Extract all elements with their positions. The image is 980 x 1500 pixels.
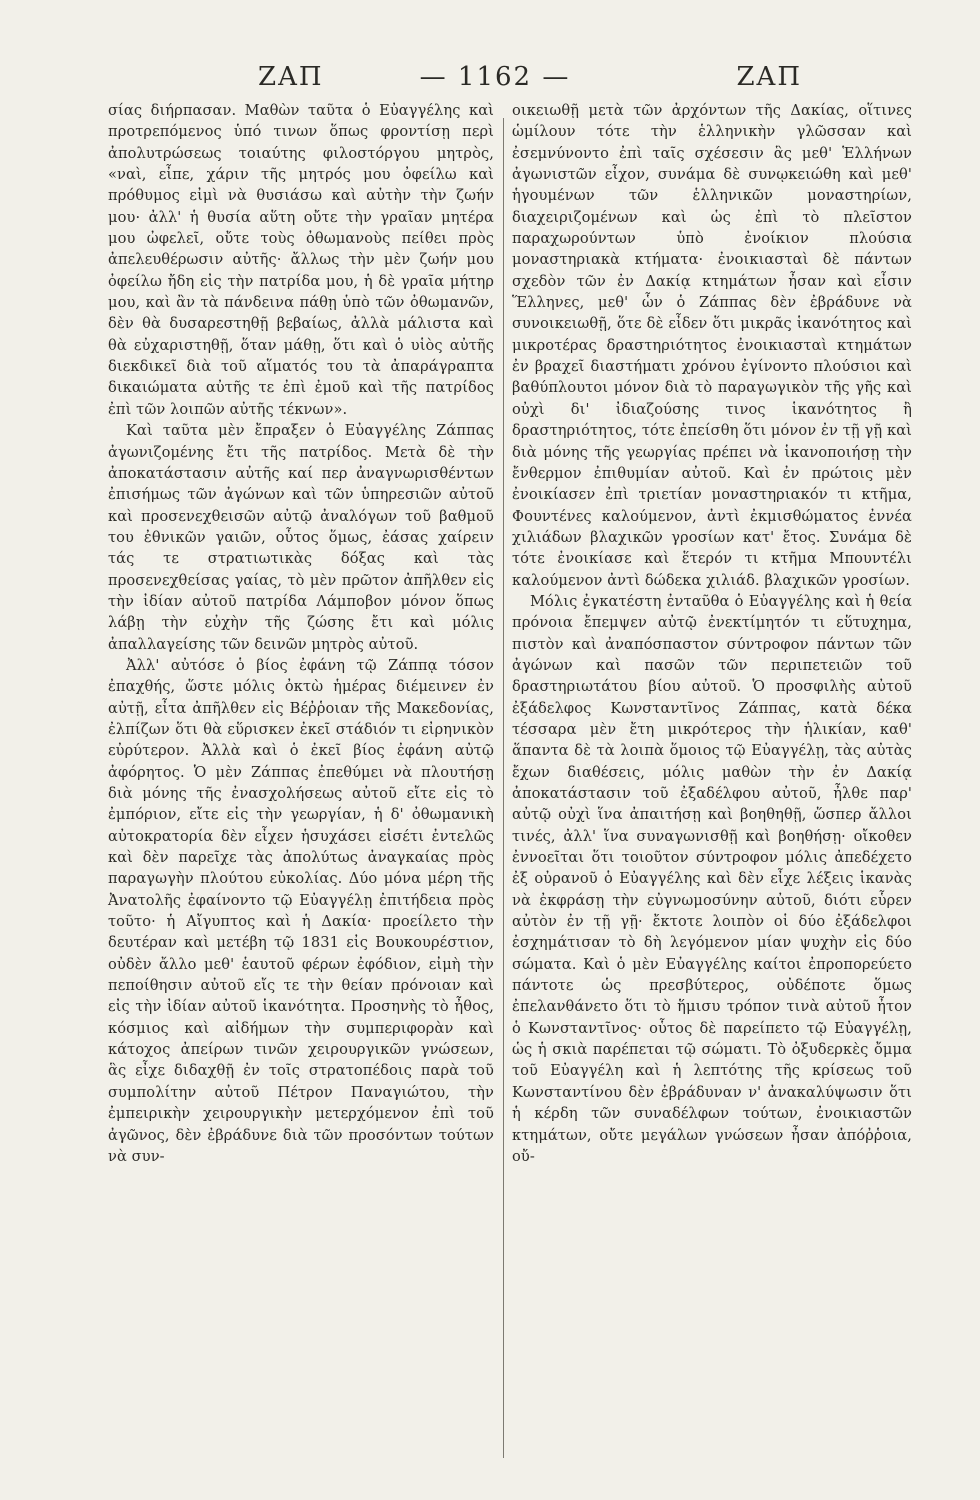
left-paragraph-3: Ἀλλ' αὐτόσε ὁ βίος ἐφάνη τῷ Ζάππᾳ τόσον ἐπαχθής, ὥστε μόλις ὀκτὼ ἡμέρας διέμεινεν ἐν αὐτῇ, εἶτα ἀπῆλθεν εἰς Βέῤῥοιαν τῆς Μακεδονίας, ἐλπίζων ὅτι θὰ εὕρισκεν ἐκεῖ στάδιόν τι εἰρηνικὸν εὐρύτερον. Ἀλλὰ καὶ ὁ ἐκεῖ βίος ἐφάνη αὐτῷ ἀφόρητος. Ὁ μὲν Ζάππας ἐπεθύμει νὰ πλουτήσῃ διὰ μόνης τῆς ἐνασχολήσεως αὐτοῦ εἴτε εἰς τὸ ἐμπόριον, εἴτε εἰς τὴν γεωργίαν, ἡ δ' ὀθωμανικὴ αὐτοκρατορία δὲν εἶχεν ἡσυχάσει εἰσέτι ἐντελῶς καὶ δὲν παρεῖχε τὰς ἀπολύτως ἀναγκαίας πρὸς παραγωγὴν πλούτου εὐκολίας. Δύο μόνα μέρη τῆς Ἀνατολῆς ἐφαίνοντο τῷ Εὐαγγέλῃ ἐπιτήδεια πρὸς τοῦτο· ἡ Αἴγυπτος καὶ ἡ Δακία· προείλετο τὴν δευτέραν καὶ μετέβη τῷ 1831 εἰς Βουκουρέστιον, οὐδὲν ἄλλο μεθ' ἑαυτοῦ φέρων ἐφόδιον, εἰμὴ τὴν πεποίθησιν αὐτοῦ εἴς τε τὴν θείαν πρόνοιαν καὶ εἰς τὴν ἰδίαν αὐτοῦ ἱκανότητα. Προσηνὴς τὸ ἦθος, κόσμιος καὶ αἰδήμων τὴν συμπεριφορὰν καὶ κάτοχος ἀπείρων τινῶν χειρουργικῶν γνώσεων, ἃς εἶχε διδαχθῇ ἐν τοῖς στρατοπέδοις παρὰ τοῦ συμπολίτην αὐτοῦ Πέτρον Παναγιώτου, τὴν ἐμπειρικὴν χειρουργικὴν μετερχόμενον ἐπὶ τοῦ ἀγῶνος, δὲν ἐβράδυνε διὰ τῶν προσόντων τούτων νὰ συν- <box>108 656 494 1165</box>
column-divider <box>503 118 504 1458</box>
header-right-term: ΖΑΠ <box>736 62 802 92</box>
left-paragraph-1: σίας διήρπασαν. Μαθὼν ταῦτα ὁ Εὐαγγέλης καὶ προτρεπόμενος ὑπό τινων ὅπως φροντίσῃ περὶ ἀπολυτρώσεως τοιαύτης φιλοστόργου μητρὸς, «ναὶ, εἶπε, χάριν τῆς μητρός μου ὀφείλω καὶ πρόθυμος εἰμὶ νὰ θυσιάσω καὶ αὐτὴν τὴν ζωήν μου· ἀλλ' ἡ θυσία αὕτη οὔτε τὴν γραῖαν μητέρα μου ὠφελεῖ, οὔτε τοὺς ὀθωμανοὺς πείθει πρὸς ἀπελευθέρωσιν αὐτῆς· ἄλλως τὴν μὲν ζωήν μου ὀφείλω ἤδη εἰς τὴν πατρίδα μου, ἡ δὲ γραῖα μήτηρ μου, καὶ ἂν τὰ πάνδεινα πάθῃ ὑπὸ τῶν ὀθωμανῶν, δὲν θὰ δυσαρεστηθῇ βεβαίως, ἀλλὰ μάλιστα καὶ θὰ εὐχαριστηθῇ, ὅταν μάθῃ, ὅτι καὶ ὁ υἱὸς αὐτῆς διεκδικεῖ διὰ τοῦ αἵματός του τὰ ἀπαράγραπτα δικαιώματα αὐτῆς τε ἐπὶ ἐμοῦ καὶ τῆς πατρίδος ἐπὶ τῶν λοιπῶν αὐτῆς τέκνων». <box>108 102 494 418</box>
page-number: — 1162 — <box>419 62 571 92</box>
right-paragraph-2: Μόλις ἐγκατέστη ἐνταῦθα ὁ Εὐαγγέλης καὶ ἡ θεία πρόνοια ἔπεμψεν αὐτῷ ἐνεκτίμητόν τι εὕτυχημα, πιστὸν καὶ ἀναπόσπαστον σύντροφον πάντων τῶν ἀγώνων καὶ πασῶν τῶν περιπετειῶν τοῦ δραστηριωτάτου βίου αὐτοῦ. Ὁ προσφιλὴς αὐτοῦ ἐξάδελφος Κωνσταντῖνος Ζάππας, κατὰ δέκα τέσσαρα μὲν ἔτη μικρότερος τὴν ἡλικίαν, καθ' ἅπαντα δὲ τὰ λοιπὰ ὅμοιος τῷ Εὐαγγέλῃ, τὰς αὐτὰς ἔχων διαθέσεις, μόλις μαθὼν τὴν ἐν Δακίᾳ ἀποκατάστασιν τοῦ ἐξαδέλφου αὐτοῦ, ἦλθε παρ' αὐτῷ οὐχὶ ἵνα ἀπαιτήσῃ καὶ βοηθηθῇ, ὥσπερ ἄλλοι τινές, ἀλλ' ἵνα συναγωνισθῇ καὶ βοηθήσῃ· οἴκοθεν ἐννοεῖται ὅτι τοιοῦτον σύντροφον μόλις ἀπεδέχετο ἐξ οὐρανοῦ ὁ Εὐαγγέλης καὶ δὲν εἶχε λέξεις ἱκανὰς νὰ ἐκφράσῃ τὴν εὐγνωμοσύνην αὐτοῦ, διότι εὗρεν αὐτὸν ἐν τῇ γῇ· ἔκτοτε λοιπὸν οἱ δύο ἐξάδελφοι ἐσχημάτισαν τὸ δὴ λεγόμενον μίαν ψυχὴν εἰς δύο σώματα. Καὶ ὁ μὲν Εὐαγγέλης καίτοι ἐπροπορεύετο πάντοτε ὡς πρεσβύτερος, οὐδέποτε ὅμως ἐπελανθάνετο ὅτι τὸ ἥμισυ τρόπον τινὰ αὐτοῦ ἦτον ὁ Κωνσταντῖνος· οὗτος δὲ παρείπετο τῷ Εὐαγγέλῃ, ὡς ἡ σκιὰ παρέπεται τῷ σώματι. Τὸ ὀξυδερκὲς ὄμμα τοῦ Εὐαγγέλη καὶ ἡ λεπτότης τῆς κρίσεως τοῦ Κωνσταντίνου δὲν ἐβράδυναν ν' ἀνακαλύψωσιν ὅτι ἡ κέρδη τῶν συναδέλφων τούτων, ἐνοικιαστῶν κτημάτων, οὔτε μεγάλων γνώσεων ἦσαν ἀπόῤῥοια, οὔ- <box>512 592 912 1165</box>
left-paragraph-2: Καὶ ταῦτα μὲν ἔπραξεν ὁ Εὐαγγέλης Ζάππας ἀγωνιζομένης ἔτι τῆς πατρίδος. Μετὰ δὲ τὴν ἀποκατάστασιν αὐτῆς καί περ ἀναγνωρισθέντων ἐπισήμως τῶν ἀγώνων καὶ τῶν ὑπηρεσιῶν αὐτοῦ καὶ προσενεχθεισῶν αὐτῷ ἀναλόγων τοῦ βαθμοῦ του ἐθνικῶν γαιῶν, οὗτος ὅμως, ἐάσας χαίρειν τάς τε στρατιωτικὰς δόξας καὶ τὰς προσενεχθείσας γαίας, τὸ μὲν πρῶτον ἀπῆλθεν εἰς τὴν ἰδίαν αὐτοῦ πατρίδα Λάμποβον μόνον ὅπως λάβῃ τὴν εὐχὴν τῆς ζώσης ἔτι καὶ μόλις ἀπαλλαγείσης τῶν δεινῶν μητρὸς αὐτοῦ. <box>108 422 494 653</box>
left-column <box>108 100 494 1167</box>
running-header <box>120 52 870 102</box>
header-left-term: ΖΑΠ <box>258 62 324 92</box>
right-paragraph-1: οικειωθῇ μετὰ τῶν ἀρχόντων τῆς Δακίας, οἵτινες ὡμίλουν τότε τὴν ἑλληνικὴν γλῶσσαν καὶ ἐσεμνύνοντο ἐπὶ ταῖς σχέσεσιν ἃς μεθ' Ἑλλήνων ἀγωνιστῶν εἶχον, συνάμα δὲ συνῳκειώθη καὶ μεθ' ἡγουμένων τῶν ἑλληνικῶν μοναστηρίων, διαχειριζομένων καὶ ὡς ἐπὶ τὸ πλεῖστον παραχωρούντων ὑπὸ ἐνοίκιον πλούσια μοναστηριακὰ κτήματα· ἐνοικιασταὶ δὲ πάντων σχεδὸν τῶν ἐν Δακίᾳ κτημάτων ἦσαν καὶ εἶσιν Ἕλληνες, μεθ' ὧν ὁ Ζάππας δὲν ἐβράδυνε νὰ συνοικειωθῇ, ὅτε δὲ εἶδεν ὅτι μικρᾶς ἱκανότητος καὶ μικροτέρας δραστηριότητος ἐνοικιασταὶ κτημάτων ἐν βραχεῖ διαστήματι χρόνου ἐγίνοντο πλούσιοι καὶ βαθύπλουτοι μόνον διὰ τὸ παραγωγικὸν τῆς γῆς καὶ οὐχὶ δι' ἰδιαζούσης τινος ἱκανότητος ἢ δραστηριότητος, τότε ἐπείσθη ὅτι μόνον ἐν τῇ γῇ καὶ διὰ μόνης τῆς γεωργίας πρέπει νὰ ἱκανοποιήσῃ τὴν ἔνθερμον ἐπιθυμίαν αὐτοῦ. Καὶ ἐν πρώτοις μὲν ἐνοικίασεν ἐπὶ τριετίαν μοναστηριακόν τι κτῆμα, Φουντένες καλούμενον, ἀντὶ ἐκμισθώματος ἐννέα χιλιάδων βλαχικῶν γροσίων κατ' ἔτος. Συνάμα δὲ τότε ἐνοικίασε καὶ ἕτερόν τι κτῆμα Μπουντέλι καλούμενον ἀντὶ δώδεκα χιλιάδ. βλαχικῶν γροσίων. <box>512 102 912 589</box>
right-column <box>512 100 912 1167</box>
